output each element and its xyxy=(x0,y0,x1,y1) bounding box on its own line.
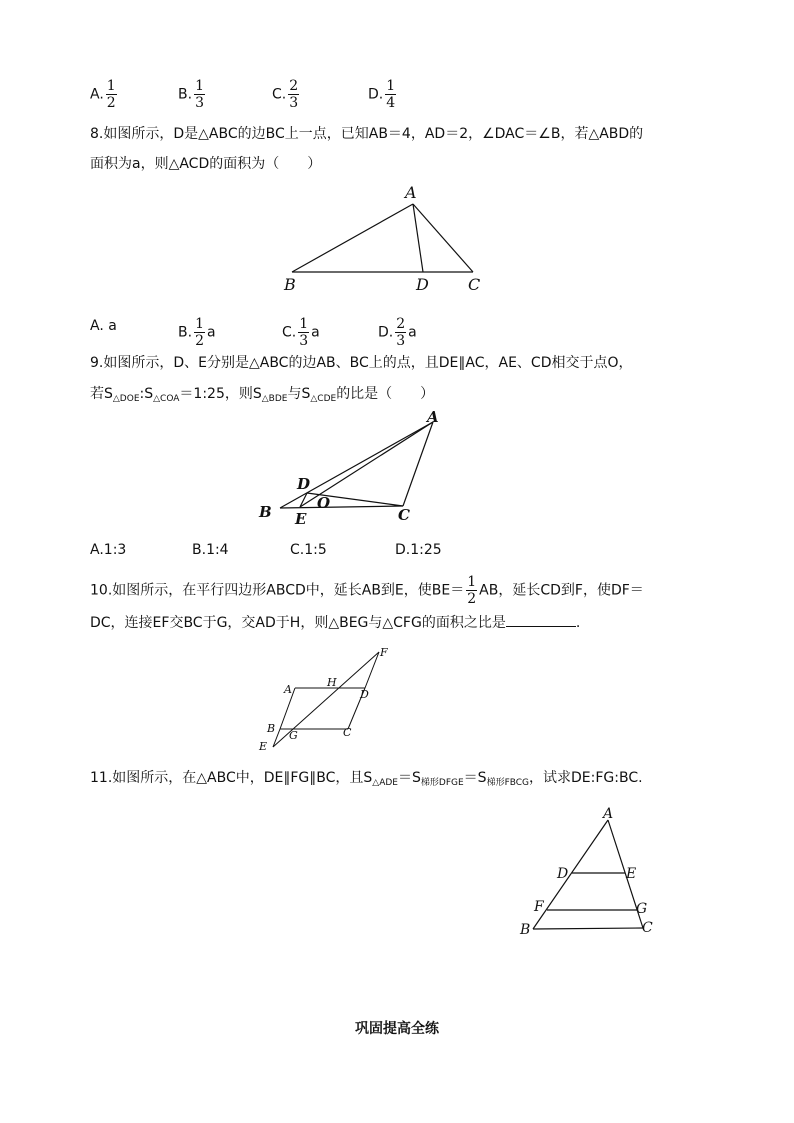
q10-label-h: H xyxy=(327,676,337,689)
q9-option-c: C.1:5 xyxy=(290,542,327,558)
q10-label-d: D xyxy=(360,688,369,701)
q11-label-c: C xyxy=(642,920,653,936)
q9-label-d: D xyxy=(297,475,311,493)
q9-stem-line2: 若$S_{\triangle DOE}:S_{\triangle COA}=1:25$，则$S_{\triangle BDE}$与$S_{\triangle CDE}$的比是（ ） xyxy=(90,386,435,404)
q10-label-f: F xyxy=(380,646,388,659)
q8-option-a: A. a xyxy=(90,318,117,334)
q9-segment-ac xyxy=(403,422,433,506)
q8-label-a: A xyxy=(405,183,417,202)
q11-label-b: B xyxy=(520,922,531,938)
q9-stem-line1: 9.如图所示，D、E分别是△ABC的边AB、BC上的点，且DE∥AC，AE、CD相交于点O， xyxy=(90,355,633,371)
q11-label-d: D xyxy=(557,866,569,882)
q10-stem-line2: DC，连接EF交BC于G，交AD于H，则△BEG与△CFG的面积之比是 . xyxy=(90,612,580,633)
q9-segment-bc xyxy=(280,506,403,508)
q9-segment-ab xyxy=(280,422,433,508)
q8-option-c: C. $\frac{1}{3}$ a xyxy=(282,316,320,349)
section-title: 巩固提高全练 xyxy=(355,1021,439,1037)
q7-option-c: C. $\frac{2}{3}$ xyxy=(272,78,299,111)
q11-stem: 11.如图所示，在△ABC中，DE∥FG∥BC，且$S_{\triangle ADE}=S_{梯形DFGE}=S_{梯形FBCG}$，试求DE:FG:BC. xyxy=(90,770,643,788)
q8-option-b: B. $\frac{1}{2}$ a xyxy=(178,316,216,349)
q8-segment-ab xyxy=(292,204,413,272)
q7-option-d: D. $\frac{1}{4}$ xyxy=(368,78,396,111)
q8-label-b: B xyxy=(284,275,296,294)
q7-option-b: B. $\frac{1}{3}$ xyxy=(178,78,204,111)
q11-segment-ab xyxy=(533,820,608,929)
q10-label-c: C xyxy=(343,726,352,739)
q9-label-e: E xyxy=(295,510,307,528)
q9-option-b: B.1:4 xyxy=(192,542,229,558)
q10-stem-line1: 10.如图所示，在平行四边形ABCD中，延长AB到E，使BE＝ $\frac{1}{2}$ AB，延长CD到F，使DF＝ xyxy=(90,574,644,607)
q9-label-a: A xyxy=(427,408,439,426)
q9-label-c: C xyxy=(398,506,410,524)
q10-segment-df xyxy=(365,652,379,688)
q8-stem-line2: 面积为a，则△ACD的面积为（ ） xyxy=(90,156,322,172)
answer-blank xyxy=(506,612,576,627)
q9-label-b: B xyxy=(259,503,272,521)
q10-figure xyxy=(255,644,395,756)
q8-label-d: D xyxy=(416,275,429,294)
q10-label-b: B xyxy=(267,722,276,735)
q11-segment-bc xyxy=(533,928,643,929)
q9-label-o: O xyxy=(317,494,331,512)
q11-label-a: A xyxy=(603,806,614,822)
q9-option-a: A.1:3 xyxy=(90,542,127,558)
q10-label-e: E xyxy=(259,740,268,753)
q8-label-c: C xyxy=(468,275,481,294)
q9-option-d: D.1:25 xyxy=(395,542,442,558)
q7-option-a: A. $\frac{1}{2}$ xyxy=(90,78,116,111)
q8-option-d: D. $\frac{2}{3}$ a xyxy=(378,316,417,349)
q8-stem-line1: 8.如图所示，D是△ABC的边BC上一点，已知AB＝4，AD＝2，∠DAC＝∠B，若△ABD的 xyxy=(90,126,644,142)
q10-label-g: G xyxy=(289,729,298,742)
q11-label-f: F xyxy=(534,899,544,915)
q8-figure xyxy=(280,182,490,297)
q10-label-a: A xyxy=(284,683,292,696)
q11-label-g: G xyxy=(636,901,648,917)
q11-label-e: E xyxy=(626,866,637,882)
q9-figure xyxy=(255,408,455,528)
q11-figure xyxy=(515,806,665,941)
